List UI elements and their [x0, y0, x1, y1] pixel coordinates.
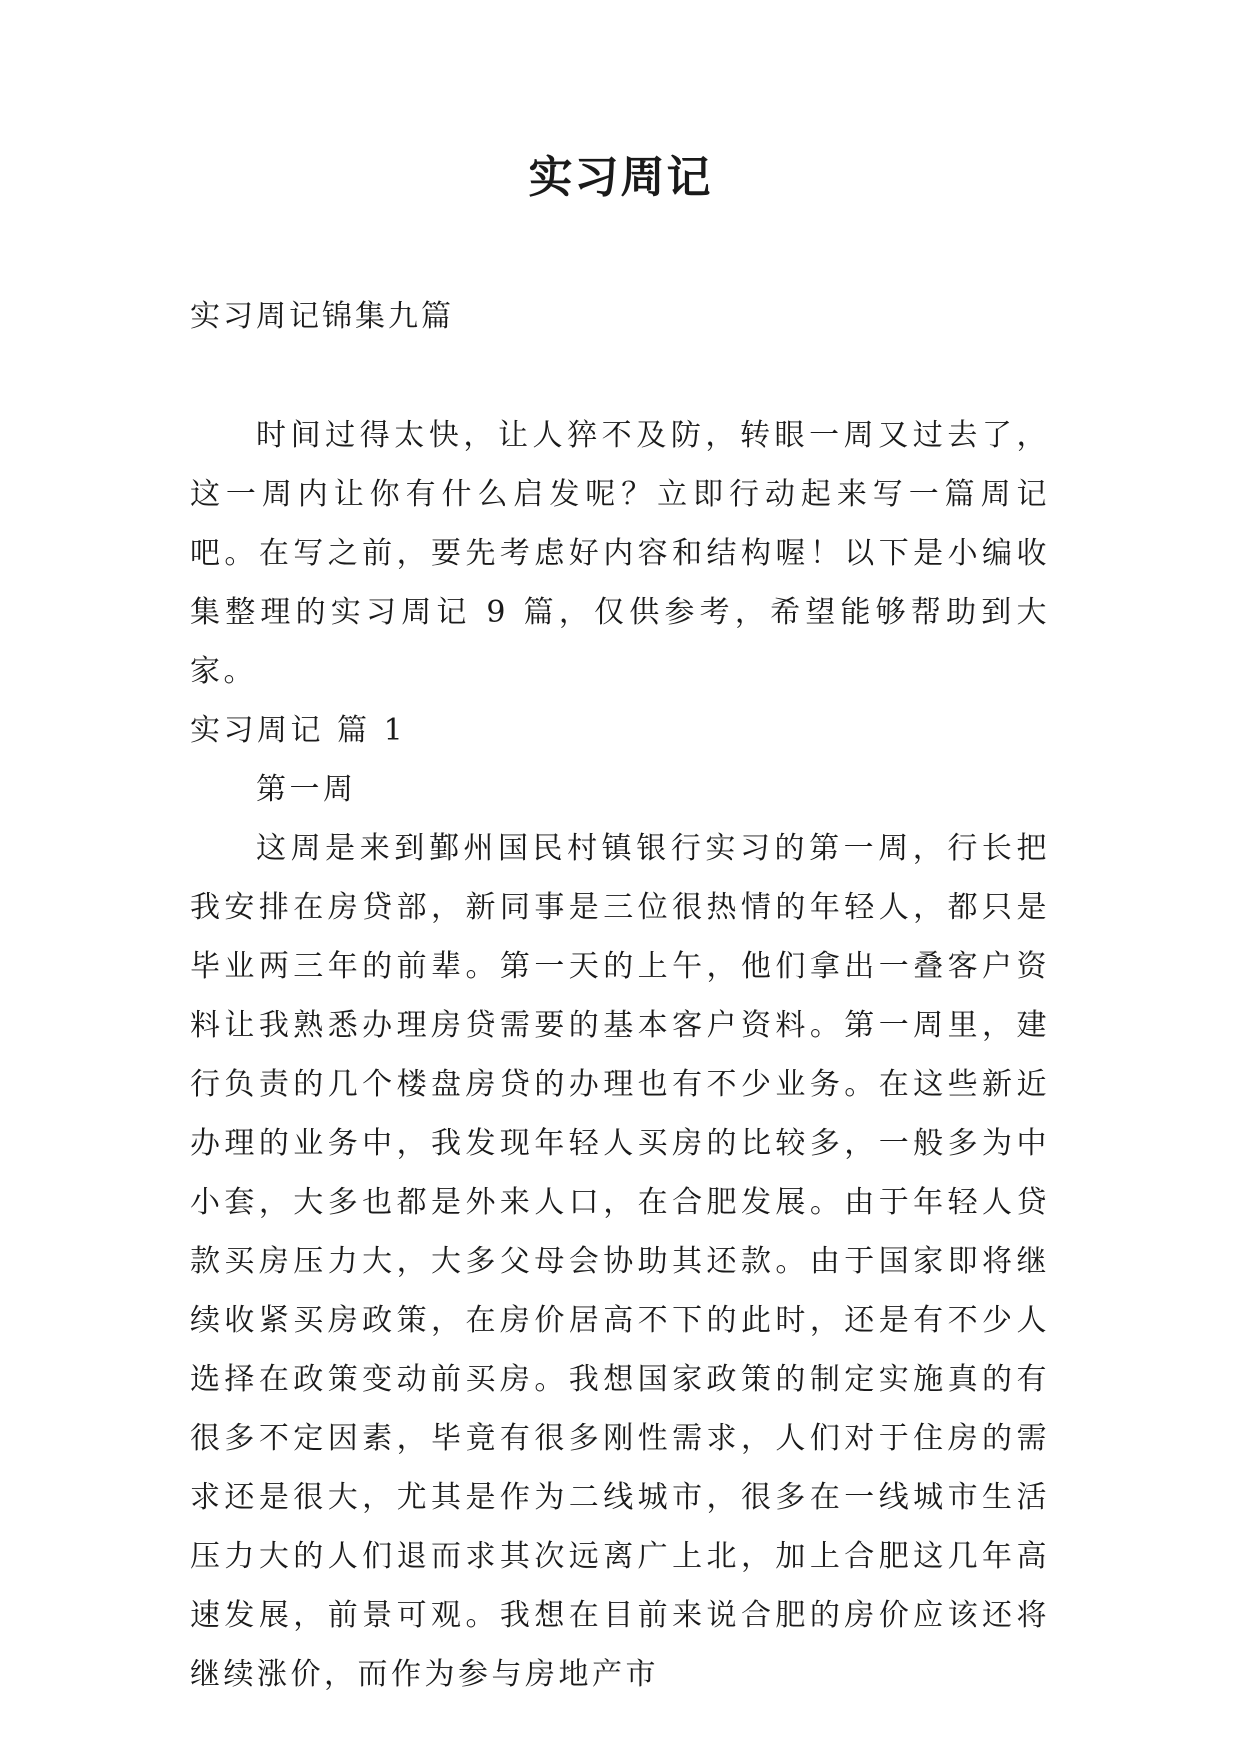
document-subtitle: 实习周记锦集九篇	[190, 299, 454, 334]
intro-paragraph: 时间过得太快，让人猝不及防，转眼一周又过去了，这一周内让你有什么启发呢？立即行动起来写一篇周记吧。在写之前，要先考虑好内容和结构喔！以下是小编收集整理的实习周记 9 篇，仅供参考，希望能够帮助到大家。	[190, 418, 1050, 689]
document-body	[190, 290, 1050, 1704]
section-heading: 实习周记 篇 1	[190, 713, 407, 748]
week-label: 第一周	[256, 772, 357, 807]
body-paragraph: 这周是来到鄞州国民村镇银行实习的第一周，行长把我安排在房贷部，新同事是三位很热情的年轻人，都只是毕业两三年的前辈。第一天的上午，他们拿出一叠客户资料让我熟悉办理房贷需要的基本客户资料。第一周里，建行负责的几个楼盘房贷的办理也有不少业务。在这些新近办理的业务中，我发现年轻人买房的比较多，一般多为中小套，大多也都是外来人口，在合肥发展。由于年轻人贷款买房压力大，大多父母会协助其还款。由于国家即将继续收紧买房政策，在房价居高不下的此时，还是有不少人选择在政策变动前买房。我想国家政策的制定实施真的有很多不定因素，毕竟有很多刚性需求，人们对于住房的需求还是很大，尤其是作为二线城市，很多在一线城市生活压力大的人们退而求其次远离广上北，加上合肥这几年高速发展，前景可观。我想在目前来说合肥的房价应该还将继续涨价，而作为参与房地产市	[190, 831, 1050, 1692]
document-title: 实习周记	[528, 152, 713, 203]
